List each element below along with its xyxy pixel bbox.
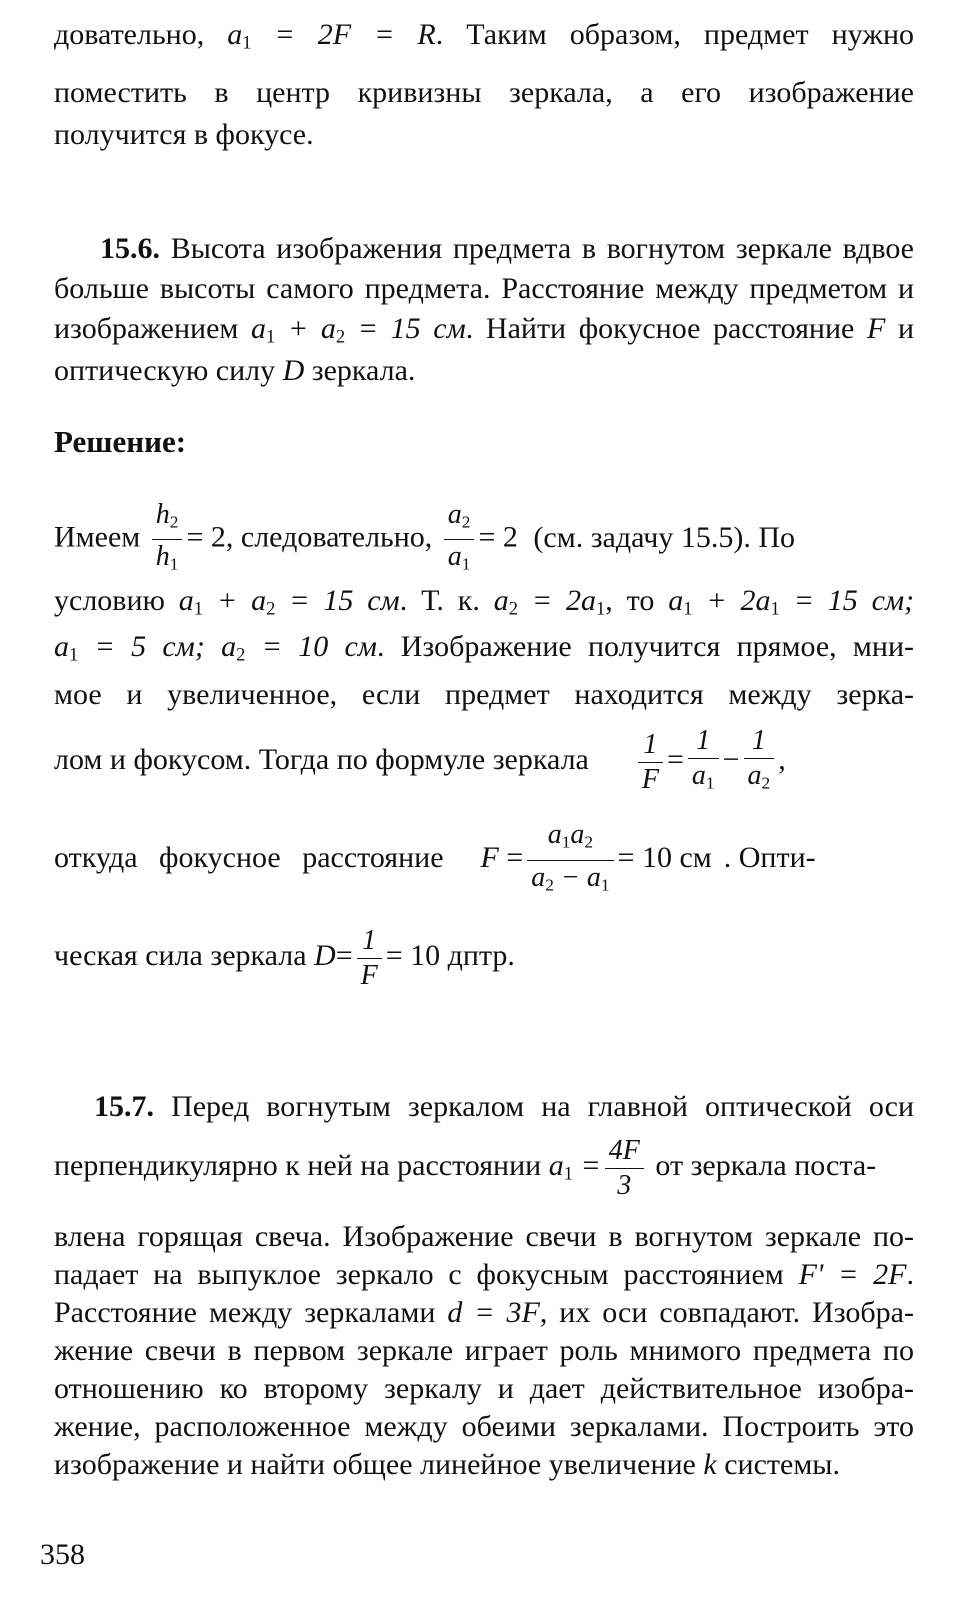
symbol-F: F	[866, 312, 886, 345]
formula-a1: $a_1 = 2F = R$	[227, 18, 436, 54]
fraction-optical-power: $\frac{1}{F}$	[357, 926, 382, 991]
line	[54, 232, 914, 266]
text: от зеркала поста-	[655, 1149, 877, 1182]
text: , то	[605, 584, 655, 617]
text: , следовательно,	[225, 520, 433, 554]
line: отношению ко второму зеркалу и дает действительное изобра-	[54, 1372, 914, 1405]
text: , их оси совпадают. Изобра-	[539, 1296, 914, 1329]
line: мое и увеличенное, если предмет находится между зерка-	[54, 678, 914, 711]
text: условию	[54, 584, 165, 617]
text: = 2	[478, 520, 518, 554]
fraction-4F-3: $\frac{4F}{3}$	[605, 1136, 644, 1201]
line: поместить в центр кривизны зеркала, а его изображение	[54, 76, 914, 109]
line: падает на выпуклое зеркало с фокусным расстоянием F' = 2F.	[54, 1258, 915, 1291]
text: изображением	[54, 312, 239, 345]
text: . Найти фокусное расстояние	[465, 312, 855, 345]
line: получится в фокусе.	[54, 118, 314, 151]
line: Расстояние между зеркалами d = 3F, их оси совпадают. Изобра-	[54, 1296, 914, 1329]
text: системы.	[724, 1448, 840, 1481]
line: жение, расположенное между обеими зеркалами. Построить это	[54, 1410, 914, 1443]
text: изображение и найти общее линейное увеличение	[54, 1448, 696, 1481]
line: $a_1 = 5$ см; $a_2 = 10$ см. Изображение получится прямое, мни-	[54, 630, 915, 666]
line	[54, 18, 914, 61]
fraction-1-F: $\frac{1}{F}$	[638, 730, 663, 795]
text: . Таким образом, предмет нужно	[435, 18, 915, 51]
line	[54, 1448, 914, 1482]
problem-number: 15.7.	[94, 1090, 154, 1123]
text: . Изображение получится прямое, мни-	[376, 630, 915, 663]
text: . Опти-	[723, 841, 816, 874]
line: жение свечи в первом зеркале играет роль мнимого предмета по	[54, 1334, 914, 1367]
text: перпендикулярно к ней на расстоянии	[54, 1149, 542, 1182]
line: лом и фокусом. Тогда по формуле зеркала $\frac{1}{F}$ = $\frac{1}{a_1}$ − $\frac{1}{a_2}$ ,	[54, 720, 914, 800]
text: лом и фокусом. Тогда по формуле зеркала	[54, 743, 589, 776]
text: и	[897, 312, 915, 345]
text: ческая сила зеркала	[54, 939, 307, 972]
symbol-D: D	[282, 354, 305, 387]
problem-number: 15.6.	[100, 232, 160, 265]
line	[54, 500, 914, 572]
line: перпендикулярно к ней на расстоянии $a_1$ = $\frac{4F}{3}$ от зеркала поста-	[54, 1134, 877, 1201]
text: падает на выпуклое зеркало с фокусным расстоянием	[54, 1258, 784, 1291]
line	[54, 312, 914, 355]
text: откуда фокусное расстояние	[54, 841, 444, 874]
text: Высота изображения предмета в вогнутом зеркале вдвое	[170, 232, 915, 265]
solution-heading: Решение:	[54, 424, 187, 459]
line	[54, 354, 914, 388]
fraction-1-a2: $\frac{1}{a_2}$	[744, 726, 775, 798]
fraction-a2-a1: $\frac{a_2}{a_1}$	[444, 500, 475, 580]
text: Перед вогнутым зеркалом на главной оптической оси	[171, 1090, 915, 1123]
line: влена горящая свеча. Изображение свечи в вогнутом зеркале по-	[54, 1220, 914, 1253]
text: . Т. к.	[399, 584, 480, 617]
text: зеркала.	[311, 354, 416, 387]
text: довательно,	[54, 18, 205, 51]
text: (см. задачу 15.5). По	[533, 520, 795, 554]
text: Расстояние между зеркалами	[54, 1296, 436, 1329]
line: ческая сила зеркала D= $\frac{1}{F}$ = 10 дптр.	[54, 924, 515, 991]
text: = 2	[186, 520, 226, 554]
page-number: 358	[40, 1538, 85, 1571]
line: условию $a_1 + a_2 = 15$ см. Т. к. $a_2 = 2a_1$, то $a_1 + 2a_1 = 15$ см;	[54, 584, 915, 620]
fraction-focal: $\frac{a_1a_2}{a_2 - a_1}$	[527, 820, 613, 900]
symbol-k: k	[703, 1448, 717, 1481]
text: Имеем	[54, 520, 141, 554]
fraction-h2-h1: $\frac{h_2}{h_1}$	[152, 500, 183, 580]
text: оптическую силу	[54, 354, 276, 387]
formula-sum: $a_1 + a_2 = 15$ см	[251, 312, 466, 348]
line: откуда фокусное расстояние F = $\frac{a_1a_2}{a_2 - a_1}$ = 10 см . Опти-	[54, 818, 914, 898]
line	[54, 1090, 914, 1124]
fraction-1-a1: $\frac{1}{a_1}$	[688, 726, 719, 798]
line: больше высоты самого предмета. Расстояние между предметом и	[54, 272, 914, 305]
